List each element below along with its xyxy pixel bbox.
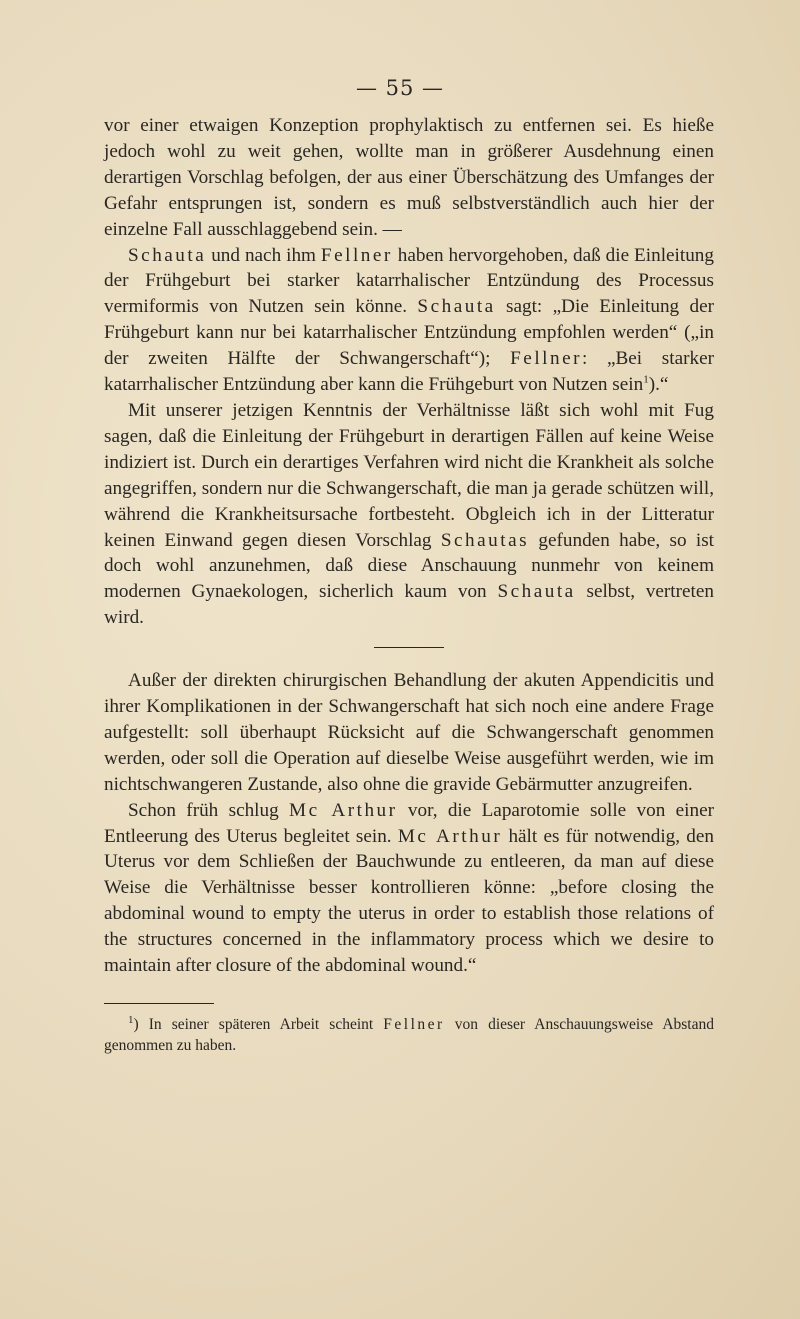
footnote-mark: 1 <box>128 1013 134 1026</box>
footnote <box>104 1014 714 1056</box>
paragraph-3-text: selbst, vertreten wird. <box>104 581 714 629</box>
section-divider <box>374 647 444 648</box>
author-name: Schauta <box>417 296 496 318</box>
author-name: Fellner <box>320 244 393 266</box>
paragraph-1-text: vor einer etwaigen Konzeption prophylaktisch zu entfernen sei. Es hieße jedoch wohl zu weit gehen, wollte man in größerer Ausdehnung einen derartigen Vorschlag befolgen, der aus einer Überschätzung des Umfanges der Gefahr entsprungen ist, sondern es muß selbstverständlich auch hier der einzelne Fall ausschlaggebend sein. — <box>104 115 714 240</box>
paragraph-5-text: Schon früh schlug <box>128 799 290 821</box>
author-name: Schautas <box>440 529 530 551</box>
paragraph-2 <box>104 243 714 398</box>
paragraph-2-text: : „Bei starker katarrhalischer Entzündung aber kann die Frühgeburt von Nutzen sein <box>104 348 714 396</box>
paragraph-4-text: Außer der direkten chirurgischen Behandlung der akuten Appendicitis und ihrer Komplikationen in der Schwangerschaft hat sich noch eine andere Frage aufgestellt: soll überhaupt Rücksicht auf die Schwangerschaft genommen werden, oder soll die Operation auf dieselbe Weise ausgeführt werden, wie im nichtschwangeren Zustande, also ohne die gravide Gebärmutter anzugreifen. <box>104 670 714 795</box>
paragraph-3 <box>104 398 714 631</box>
page-number: — 55 — <box>355 76 445 100</box>
author-name: Schauta <box>497 581 576 603</box>
body-text <box>104 113 714 1056</box>
footnote-text: von dieser Anschauungsweise Abstand genommen zu haben. <box>104 1016 714 1054</box>
author-name: Fellner <box>383 1016 445 1033</box>
author-name: Schauta <box>128 244 207 266</box>
paragraph-2-text: ).“ <box>648 374 669 396</box>
paragraph-5-text: hält es für notwendig, den Uterus vor dem Schließen der Bauchwunde zu entleeren, da man auf diese Weise die Verhältnisse besser kontrollieren könne: „before closing the abdominal wound to empty the uterus in order to establish those relations of the structures concerned in the inflammatory process which we desire to maintain after closure of the abdominal wound.“ <box>104 825 714 977</box>
author-name: Mc Arthur <box>289 799 398 821</box>
author-name: Mc Arthur <box>397 825 503 847</box>
paragraph-3-text: gefunden habe, so ist doch wohl anzunehmen, daß diese Anschauung nunmehr von keinem modernen Gynaekologen, sicherlich kaum von <box>104 529 714 603</box>
paragraph-5 <box>104 798 714 979</box>
paragraph-5-text: vor, die Laparotomie solle von einer Entleerung des Uterus begleitet sein. <box>104 799 714 847</box>
paragraph-2-text: haben hervorgehoben, daß die Einleitung der Frühgeburt bei starker katarrhalischer Entzündung des Processus vermiformis von Nutzen sein könne. <box>104 244 714 318</box>
paragraph-2-text: sagt: „Die Einleitung der Frühgeburt kann nur bei katarrhalischer Entzündung empfohlen werden“ („in der zweiten Hälfte der Schwangerschaft“); <box>104 296 714 370</box>
footnote-divider <box>104 1003 214 1004</box>
footnote-text: ) In seiner späteren Arbeit scheint <box>133 1016 384 1033</box>
paragraph-1 <box>104 113 714 243</box>
paragraph-3-text: Mit unserer jetzigen Kenntnis der Verhältnisse läßt sich wohl mit Fug sagen, daß die Einleitung der Frühgeburt in derartigen Fällen auf keine Weise indiziert ist. Durch ein derartiges Verfahren wird nicht die Krankheit als solche angegriffen, sondern nur die Schwangerschaft, die man ja gerade schützen will, während die Krankheitsursache fortbesteht. Obgleich ich in der Litteratur keinen Einwand gegen diesen Vorschlag <box>104 399 714 551</box>
author-name: Fellner <box>510 348 582 370</box>
footnote-reference: 1 <box>643 373 649 386</box>
paragraph-4 <box>104 668 714 798</box>
paragraph-2-text: und nach ihm <box>206 244 321 266</box>
